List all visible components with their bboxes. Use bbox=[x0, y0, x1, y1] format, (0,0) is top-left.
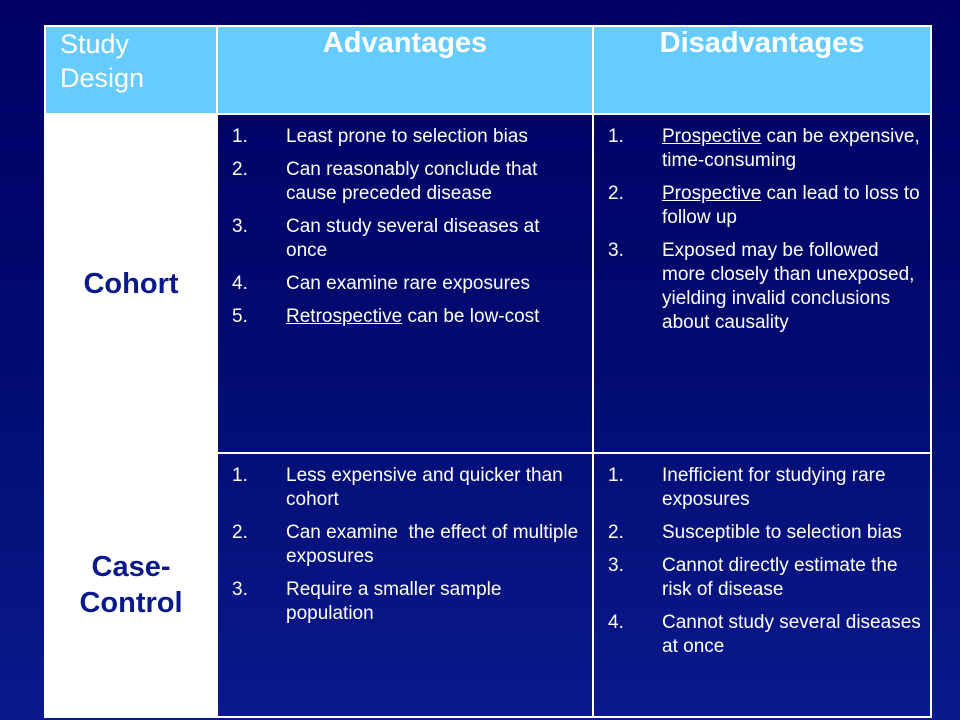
list-item-number: 2. bbox=[232, 522, 248, 543]
list-item-text: Exposed may be followed more closely than unexposed, yielding invalid conclusions about causality bbox=[662, 240, 920, 333]
list-item-text: Least prone to selection bias bbox=[286, 126, 528, 147]
list-item-text: Cannot directly estimate the risk of disease bbox=[662, 555, 903, 600]
list-item bbox=[232, 521, 584, 569]
list-item-text: can be expensive, time-consuming bbox=[662, 126, 926, 171]
list-item bbox=[608, 554, 922, 602]
list-item-number: 3. bbox=[608, 240, 624, 261]
list-item bbox=[608, 521, 922, 545]
list-item-text: can be low-cost bbox=[402, 306, 540, 327]
list-item-text: Cannot study several diseases at once bbox=[662, 612, 927, 657]
list-item bbox=[608, 464, 922, 512]
list-item bbox=[232, 305, 584, 329]
row-cohort bbox=[45, 114, 931, 453]
list-item-number: 2. bbox=[232, 159, 248, 180]
list-item-text: Can study several diseases at once bbox=[286, 216, 545, 261]
row-label-case-control bbox=[45, 453, 217, 717]
list-item-number: 2. bbox=[608, 522, 624, 543]
list-item-number: 1. bbox=[232, 465, 248, 486]
list-item bbox=[232, 215, 584, 263]
row-case-control bbox=[45, 453, 931, 717]
list-item-number: 2. bbox=[608, 183, 624, 204]
cohort-disadvantages-cell bbox=[593, 114, 931, 453]
list-item-text: Inefficient for studying rare exposures bbox=[662, 465, 891, 510]
row-label-cohort bbox=[45, 114, 217, 453]
list-item-number: 3. bbox=[232, 216, 248, 237]
list-item bbox=[232, 464, 584, 512]
case-control-advantages-cell bbox=[217, 453, 593, 717]
list-item-number: 1. bbox=[608, 465, 624, 486]
list-item-underlined-term: Prospective bbox=[662, 126, 762, 147]
list-item-number: 4. bbox=[232, 273, 248, 294]
header-advantages: Advantages bbox=[217, 26, 593, 114]
list-item-number: 3. bbox=[232, 579, 248, 600]
list-item-text: Susceptible to selection bias bbox=[662, 522, 902, 543]
list-item-text: Can examine rare exposures bbox=[286, 273, 530, 294]
cohort-advantages-cell bbox=[217, 114, 593, 453]
list-item-underlined-term: Prospective bbox=[662, 183, 762, 204]
list-item-number: 1. bbox=[608, 126, 624, 147]
header-disadvantages: Disadvantages bbox=[593, 26, 931, 114]
header-row bbox=[45, 26, 931, 114]
list-item-underlined-term: Retrospective bbox=[286, 306, 403, 327]
list-item-text: Less expensive and quicker than cohort bbox=[286, 465, 569, 510]
list-item bbox=[608, 239, 922, 335]
list-item-text: Can reasonably conclude that cause preceded disease bbox=[286, 159, 543, 204]
list-item-text: Require a smaller sample population bbox=[286, 579, 507, 624]
cohort-advantages-list bbox=[218, 115, 592, 329]
list-item bbox=[608, 182, 925, 230]
header-study-design: Study Design bbox=[45, 26, 217, 114]
list-item bbox=[608, 125, 926, 173]
case-control-advantages-list bbox=[218, 454, 592, 626]
list-item-number: 5. bbox=[232, 306, 248, 327]
row-label-text: Cohort bbox=[83, 267, 179, 300]
list-item-text: can lead to loss to follow up bbox=[662, 183, 925, 228]
list-item-number: 1. bbox=[232, 126, 248, 147]
list-item bbox=[232, 158, 584, 206]
cohort-disadvantages-list bbox=[594, 115, 930, 335]
row-label-line2: Control bbox=[79, 587, 183, 619]
row-label-line1: Case- bbox=[91, 551, 171, 583]
list-item bbox=[232, 272, 584, 296]
comparison-table bbox=[44, 25, 932, 718]
list-item bbox=[232, 125, 584, 149]
list-item-text: Can examine the effect of multiple exposures bbox=[286, 522, 584, 567]
list-item-number: 3. bbox=[608, 555, 624, 576]
list-item bbox=[232, 578, 584, 626]
list-item bbox=[608, 611, 927, 659]
case-control-disadvantages-list bbox=[594, 454, 930, 659]
case-control-disadvantages-cell bbox=[593, 453, 931, 717]
list-item-number: 4. bbox=[608, 612, 624, 633]
